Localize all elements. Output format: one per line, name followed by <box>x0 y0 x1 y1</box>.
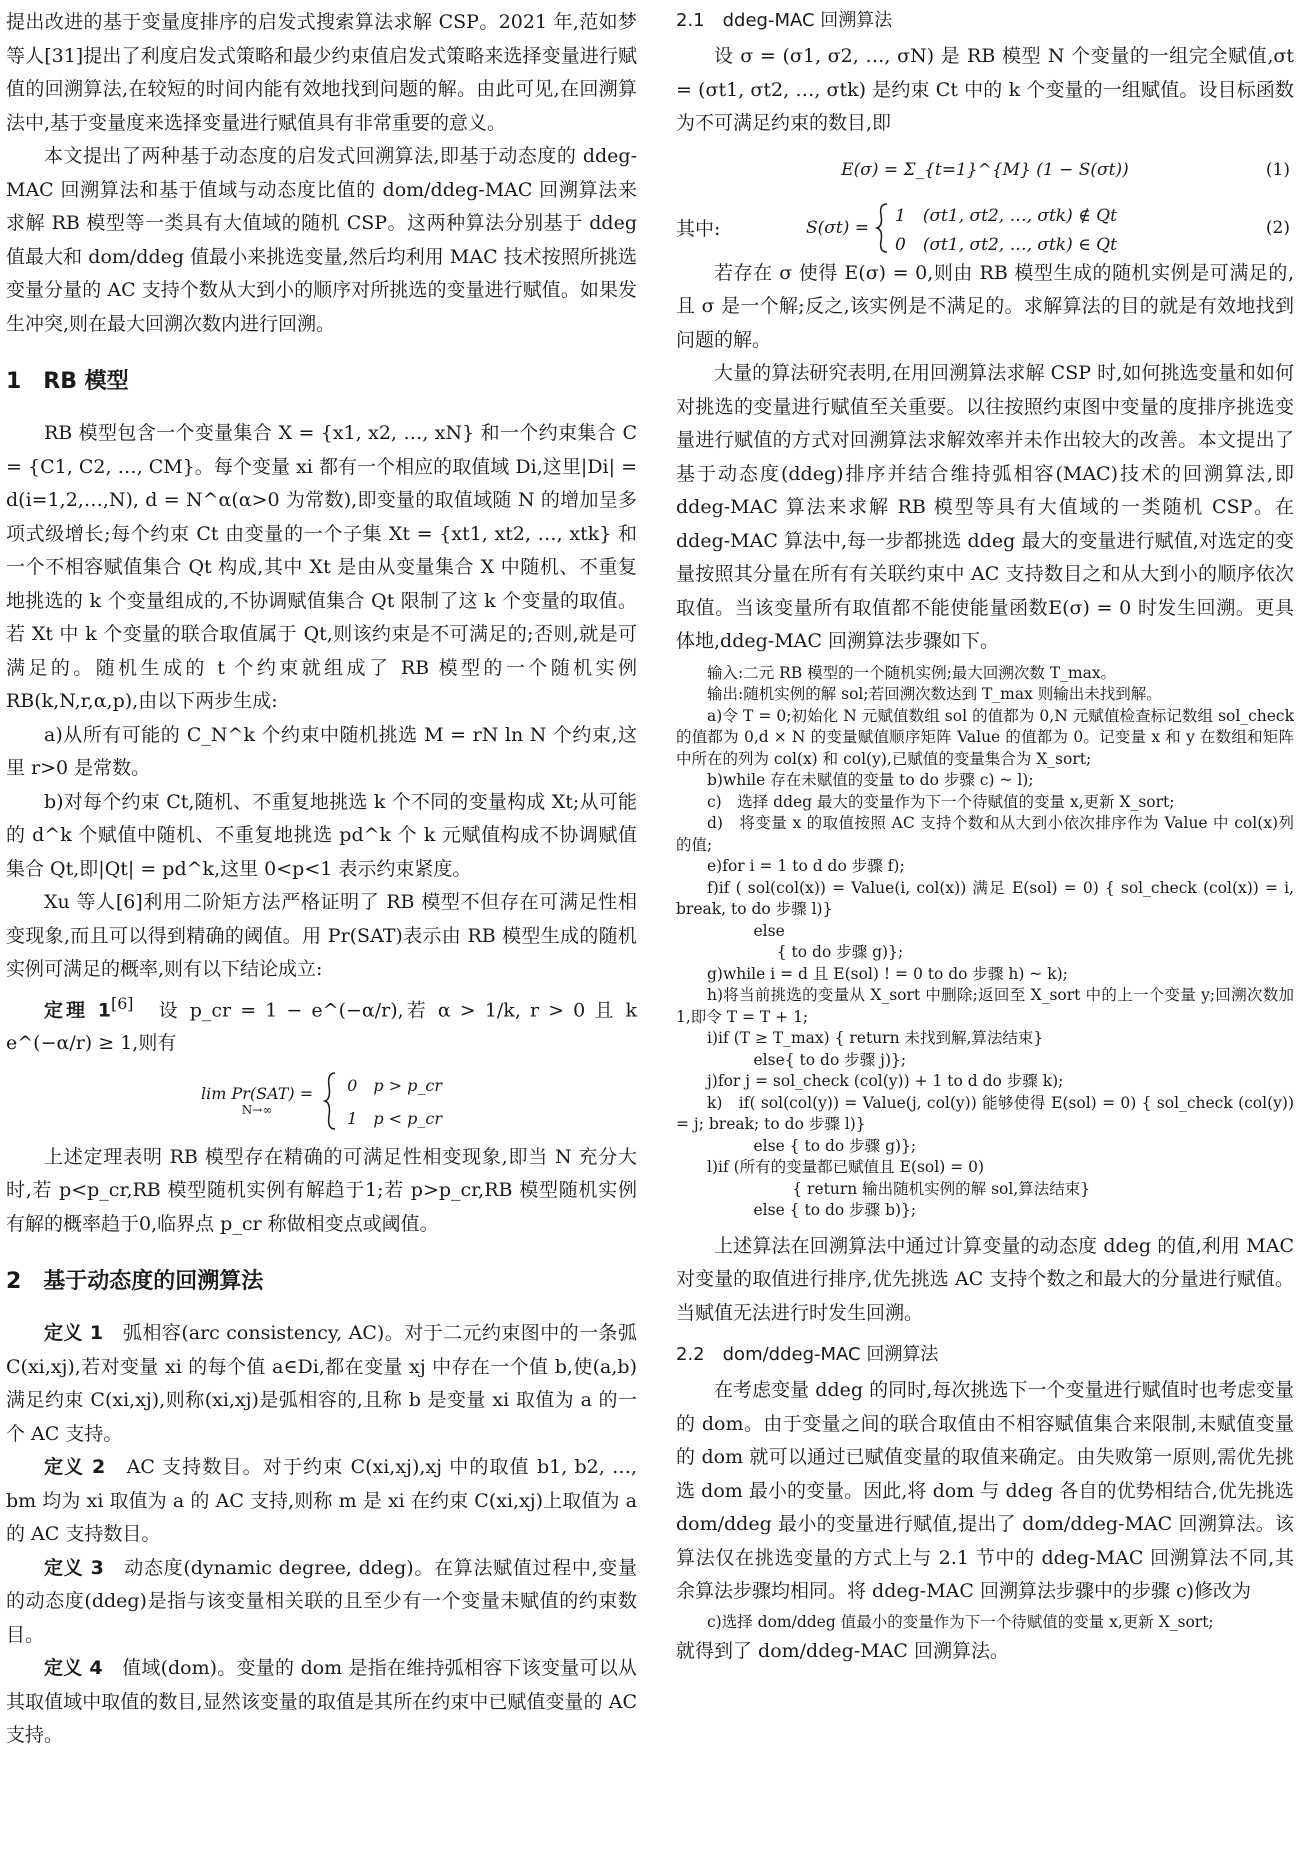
algorithm-steps <box>676 663 1294 1222</box>
algorithm-summary: 上述算法在回溯算法中通过计算变量的动态度 ddeg 的值,利用 MAC 对变量的取值进行排序,优先挑选 AC 支持个数之和最大的分量进行赋值。当赋值无法进行时发生回溯。 <box>676 1234 1294 1324</box>
modified-step-c: c)选择 dom/ddeg 值最小的变量作为下一个待赋值的变量 x,更新 X_sort; <box>707 1612 1214 1631</box>
equation-1 <box>676 141 1294 199</box>
section-1-heading: 1 RB 模型 <box>6 369 129 394</box>
algorithm-line: b)while 存在未赋值的变量 to do 步骤 c) ~ l); <box>707 771 1034 789</box>
algorithm-line: l)if (所有的变量都已赋值且 E(sol) = 0) <box>707 1158 985 1176</box>
left-column <box>6 6 637 1753</box>
algorithm-line: e)for i = 1 to d do 步骤 f); <box>707 857 905 875</box>
right-column <box>676 6 1294 1668</box>
algorithm-line: { return 输出随机实例的解 sol,算法结束} <box>792 1179 1091 1198</box>
algorithm-line: d) 将变量 x 的取值按照 AC 支持个数和从大到小依次排序作为 Value 中 col(x)列的值; <box>676 814 1294 854</box>
algorithm-line: else { to do 步骤 b)}; <box>753 1201 917 1219</box>
algorithm-line: h)将当前挑选的变量从 X_sort 中删除;返回至 X_sort 中的上一个变量 y;回溯次数加 1,即令 T = T + 1; <box>676 986 1294 1026</box>
limit-case-2: 1 p < p_cr <box>347 1108 443 1128</box>
theorem-1 <box>6 987 637 1061</box>
definition-4 <box>6 1652 637 1753</box>
xu-paragraph: Xu 等人[6]利用二阶矩方法严格证明了 RB 模型不但存在可满足性相变现象,而且可以得到精确的阈值。用 Pr(SAT)表示由 RB 模型生成的随机实例可满足的概率,则有以下结论成立: <box>6 891 637 980</box>
left-brace-icon <box>875 202 889 254</box>
equation-1-number: (1) <box>1265 159 1290 180</box>
intro-paragraph-2: 本文提出了两种基于动态度的启发式回溯算法,即基于动态度的 ddeg-MAC 回溯算法和基于值域与动态度比值的 dom/ddeg-MAC 回溯算法来求解 RB 模型等一类具有大值域的随机 CSP。这两种算法分别基于 ddeg 值最大和 dom/ddeg 值最小来挑选变量,然后均利用 MAC 技术按照所挑选变量分量的 AC 支持个数从大到小的顺序对所挑选的变量进行赋值。如果发生冲突,则在最大回溯次数内进行回溯。 <box>6 145 637 335</box>
definition-4-label: 定义 4 <box>44 1657 103 1680</box>
algorithm-line: a)令 T = 0;初始化 N 元赋值数组 sol 的值都为 0,N 元赋值检查标记数组 sol_check 的值都为 0,d × N 的变量赋值顺序矩阵 Value 的值都为 0。记变量 x 和 y 在数组和矩阵中所在的列为 col(x) 和 col(y),已赋值的变量集合为 X_sort; <box>676 706 1294 768</box>
limit-case-1: 0 p > p_cr <box>347 1075 443 1095</box>
definition-1-label: 定义 1 <box>44 1322 104 1345</box>
rb-step-b: b)对每个约束 Ct,随机、不重复地挑选 k 个不同的变量构成 Xt;从可能的 d^k 个赋值中随机、不重复地挑选 pd^k 个 k 元赋值构成不协调赋值集合 Qt,即|Qt| = pd^k,这里 0<p<1 表示约束紧度。 <box>6 790 637 880</box>
equation-2-case-2: 0 (σt1, σt2, …, σtk) ∈ Qt <box>895 234 1117 255</box>
rb-step-a: a)从所有可能的 C_N^k 个约束中随机挑选 M = rN ln N 个约束,这里 r>0 是常数。 <box>6 723 637 779</box>
ddeg-mac-intro-paragraph: 大量的算法研究表明,在用回溯算法求解 CSP 时,如何挑选变量和如何对挑选的变量进行赋值至关重要。以往按照约束图中变量的度排序挑选变量进行赋值的方式对回溯算法求解效率并未作出较大的改善。本文提出了基于动态度(ddeg)排序并结合维持弧相容(MAC)技术的回溯算法,即 ddeg-MAC 算法来求解 RB 模型等具有大值域的一类随机 CSP。在 ddeg-MAC 算法中,每一步都挑选 ddeg 最大的变量进行赋值,对选定的变量按照其分量在所有有关联约束中 AC 支持数目之和从大到小的顺序依次取值。当该变量所有取值都不能使能量函数E(σ) = 0 时发生回溯。更具体地,ddeg-MAC 回溯算法步骤如下。 <box>676 362 1294 652</box>
definition-3-text: 动态度(dynamic degree, ddeg)。在算法赋值过程中,变量的动态度(ddeg)是指与该变量相关联的且至少有一个变量未赋值的约束数目。 <box>6 1556 637 1646</box>
solution-paragraph: 若存在 σ 使得 E(σ) = 0,则由 RB 模型生成的随机实例是可满足的,且 σ 是一个解;反之,该实例是不满足的。求解算法的目的就是有效地找到问题的解。 <box>676 261 1294 351</box>
algorithm-line: else { to do 步骤 g)}; <box>753 1136 917 1155</box>
algorithm-line: g)while i = d 且 E(sol) ! = 0 to do 步骤 h) ~ k); <box>707 964 1068 983</box>
after-theorem-paragraph: 上述定理表明 RB 模型存在精确的可满足性相变现象,即当 N 充分大时,若 p<p_cr,RB 模型随机实例有解趋于1;若 p>p_cr,RB 模型随机实例有解的概率趋于0,临界点 p_cr 称做相变点或阈值。 <box>6 1145 637 1235</box>
theorem-citation: [6] <box>111 993 134 1013</box>
closing-sentence: 就得到了 dom/ddeg-MAC 回溯算法。 <box>676 1639 1009 1662</box>
algorithm-line: i)if (T ≥ T_max) { return 未找到解,算法结束} <box>707 1029 1044 1047</box>
section-2-heading: 2 基于动态度的回溯算法 <box>6 1269 264 1295</box>
algorithm-line: else{ to do 步骤 j)}; <box>753 1050 907 1069</box>
subsection-2-2-heading: 2.2 dom/ddeg-MAC 回溯算法 <box>676 1344 939 1365</box>
algorithm-line: c) 选择 ddeg 最大的变量作为下一个待赋值的变量 x,更新 X_sort; <box>707 792 1175 811</box>
algorithm-line: else <box>753 921 785 940</box>
theorem-text: 设 p_cr = 1 − e^(−α/r),若 α > 1/k, r > 0 且 k e^(−α/r) ≥ 1,则有 <box>6 998 637 1055</box>
equation-1-body: E(σ) = Σ_{t=1}^{M} (1 − S(σt)) <box>841 159 1129 180</box>
algorithm-line: f)if ( sol(col(x)) = Value(i, col(x)) 满足 E(sol) = 0) { sol_check (col(x)) = i, break, to do 步骤 l)} <box>676 878 1294 918</box>
algorithm-line: { to do 步骤 g)}; <box>776 943 904 961</box>
equation-2-case-1: 1 (σt1, σt2, …, σtk) ∉ Qt <box>895 205 1117 226</box>
definition-2 <box>6 1451 637 1552</box>
subsection-2-1-heading: 2.1 ddeg-MAC 回溯算法 <box>676 10 893 31</box>
definition-2-label: 定义 2 <box>44 1456 106 1479</box>
algorithm-line: k) if( sol(col(y)) = Value(j, col(y)) 能够使得 E(sol) = 0) { sol_check (col(y)) = j; break; to do 步骤 l)} <box>676 1093 1294 1133</box>
equation-2 <box>676 199 1294 257</box>
dom-ddeg-paragraph: 在考虑变量 ddeg 的同时,每次挑选下一个变量进行赋值时也考虑变量的 dom。由于变量之间的联合取值由不相容赋值集合来限制,未赋值变量的 dom 就可以通过已赋值变量的取值来确定。由失败第一原则,需优先挑选 dom 最小的变量。因此,将 dom 与 ddeg 各自的优势相结合,优先挑选 dom/ddeg 最小的变量进行赋值,提出了 dom/ddeg-MAC 回溯算法。该算法仅在挑选变量的方式上与 2.1 节中的 ddeg-MAC 回溯算法不同,其余算法步骤均相同。将 ddeg-MAC 回溯算法步骤中的步骤 c)修改为 <box>676 1379 1294 1602</box>
definition-1-text: 弧相容(arc consistency, AC)。对于二元约束图中的一条弧 C(xi,xj),若对变量 xi 的每个值 a∈Di,都在变量 xj 中存在一个值 b,使(a,b)满足约束 C(xi,xj),则称(xi,xj)是弧相容的,且称 b 是变量 xi 取值为 a 的一个 AC 支持。 <box>6 1322 637 1445</box>
limit-subscript: N→∞ <box>241 1103 273 1118</box>
assignment-paragraph: 设 σ = (σ1, σ2, …, σN) 是 RB 模型 N 个变量的一组完全赋值,σt = (σt1, σt2, …, σtk) 是约束 Ct 中的 k 个变量的一组赋值。设目标函数为不可满足约束的数目,即 <box>676 45 1294 134</box>
where-label: 其中: <box>676 218 721 240</box>
definition-3-label: 定义 3 <box>44 1556 104 1579</box>
definition-3 <box>6 1552 637 1653</box>
limit-equation <box>6 1061 637 1141</box>
definition-1 <box>6 1317 637 1451</box>
algorithm-line: 输入:二元 RB 模型的一个随机实例;最大回溯次数 T_max。 <box>707 663 1117 682</box>
theorem-label: 定理 1 <box>44 998 112 1021</box>
equation-2-lhs: S(σt) = <box>806 217 869 238</box>
limit-lhs: lim Pr(SAT) = <box>200 1084 314 1104</box>
rb-model-paragraph: RB 模型包含一个变量集合 X = {x1, x2, …, xN} 和一个约束集合 C = {C1, C2, …, CM}。每个变量 xi 都有一个相应的取值域 Di,这里|Di| = d(i=1,2,…,N), d = N^α(α>0 为常数),即变量的取值域随 N 的增加呈多项式级增长;每个约束 Ct 由变量的一个子集 Xt = {xt1, xt2, …, xtk} 和一个不相容赋值集合 Qt 构成,其中 Xt 是由从变量集合 X 中随机、不重复地挑选的 k 个变量组成的,不协调赋值集合 Qt 限制了这 k 个变量的取值。若 Xt 中 k 个变量的联合取值属于 Qt,则该约束是不可满足的;否则,就是可满足的。随机生成的 t 个约束就组成了 RB 模型的一个随机实例 RB(k,N,r,α,p),由以下两步生成: <box>6 422 637 712</box>
definition-2-text: AC 支持数目。对于约束 C(xi,xj),xj 中的取值 b1, b2, …, bm 均为 xi 取值为 a 的 AC 支持,则称 m 是 xi 在约束 C(xi,xj)上取值为 a 的 AC 支持数目。 <box>6 1456 637 1546</box>
algorithm-line: 输出:随机实例的解 sol;若回溯次数达到 T_max 则输出未找到解。 <box>707 685 1162 703</box>
intro-paragraph-1: 提出改进的基于变量度排序的启发式搜索算法求解 CSP。2021 年,范如梦等人[31]提出了利度启发式策略和最少约束值启发式策略来选择变量进行赋值的回溯算法,在较短的时间内能有效地找到问题的解。由此可见,在回溯算法中,基于变量度来选择变量进行赋值具有非常重要的意义。 <box>6 11 637 134</box>
equation-2-number: (2) <box>1265 217 1290 238</box>
definition-4-text: 值域(dom)。变量的 dom 是指在维持弧相容下该变量可以从其取值域中取值的数目,显然该变量的取值是其所在约束中已赋值变量的 AC 支持。 <box>6 1657 637 1747</box>
algorithm-line: j)for j = sol_check (col(y)) + 1 to d do 步骤 k); <box>707 1072 1064 1090</box>
left-brace-icon <box>323 1071 337 1131</box>
